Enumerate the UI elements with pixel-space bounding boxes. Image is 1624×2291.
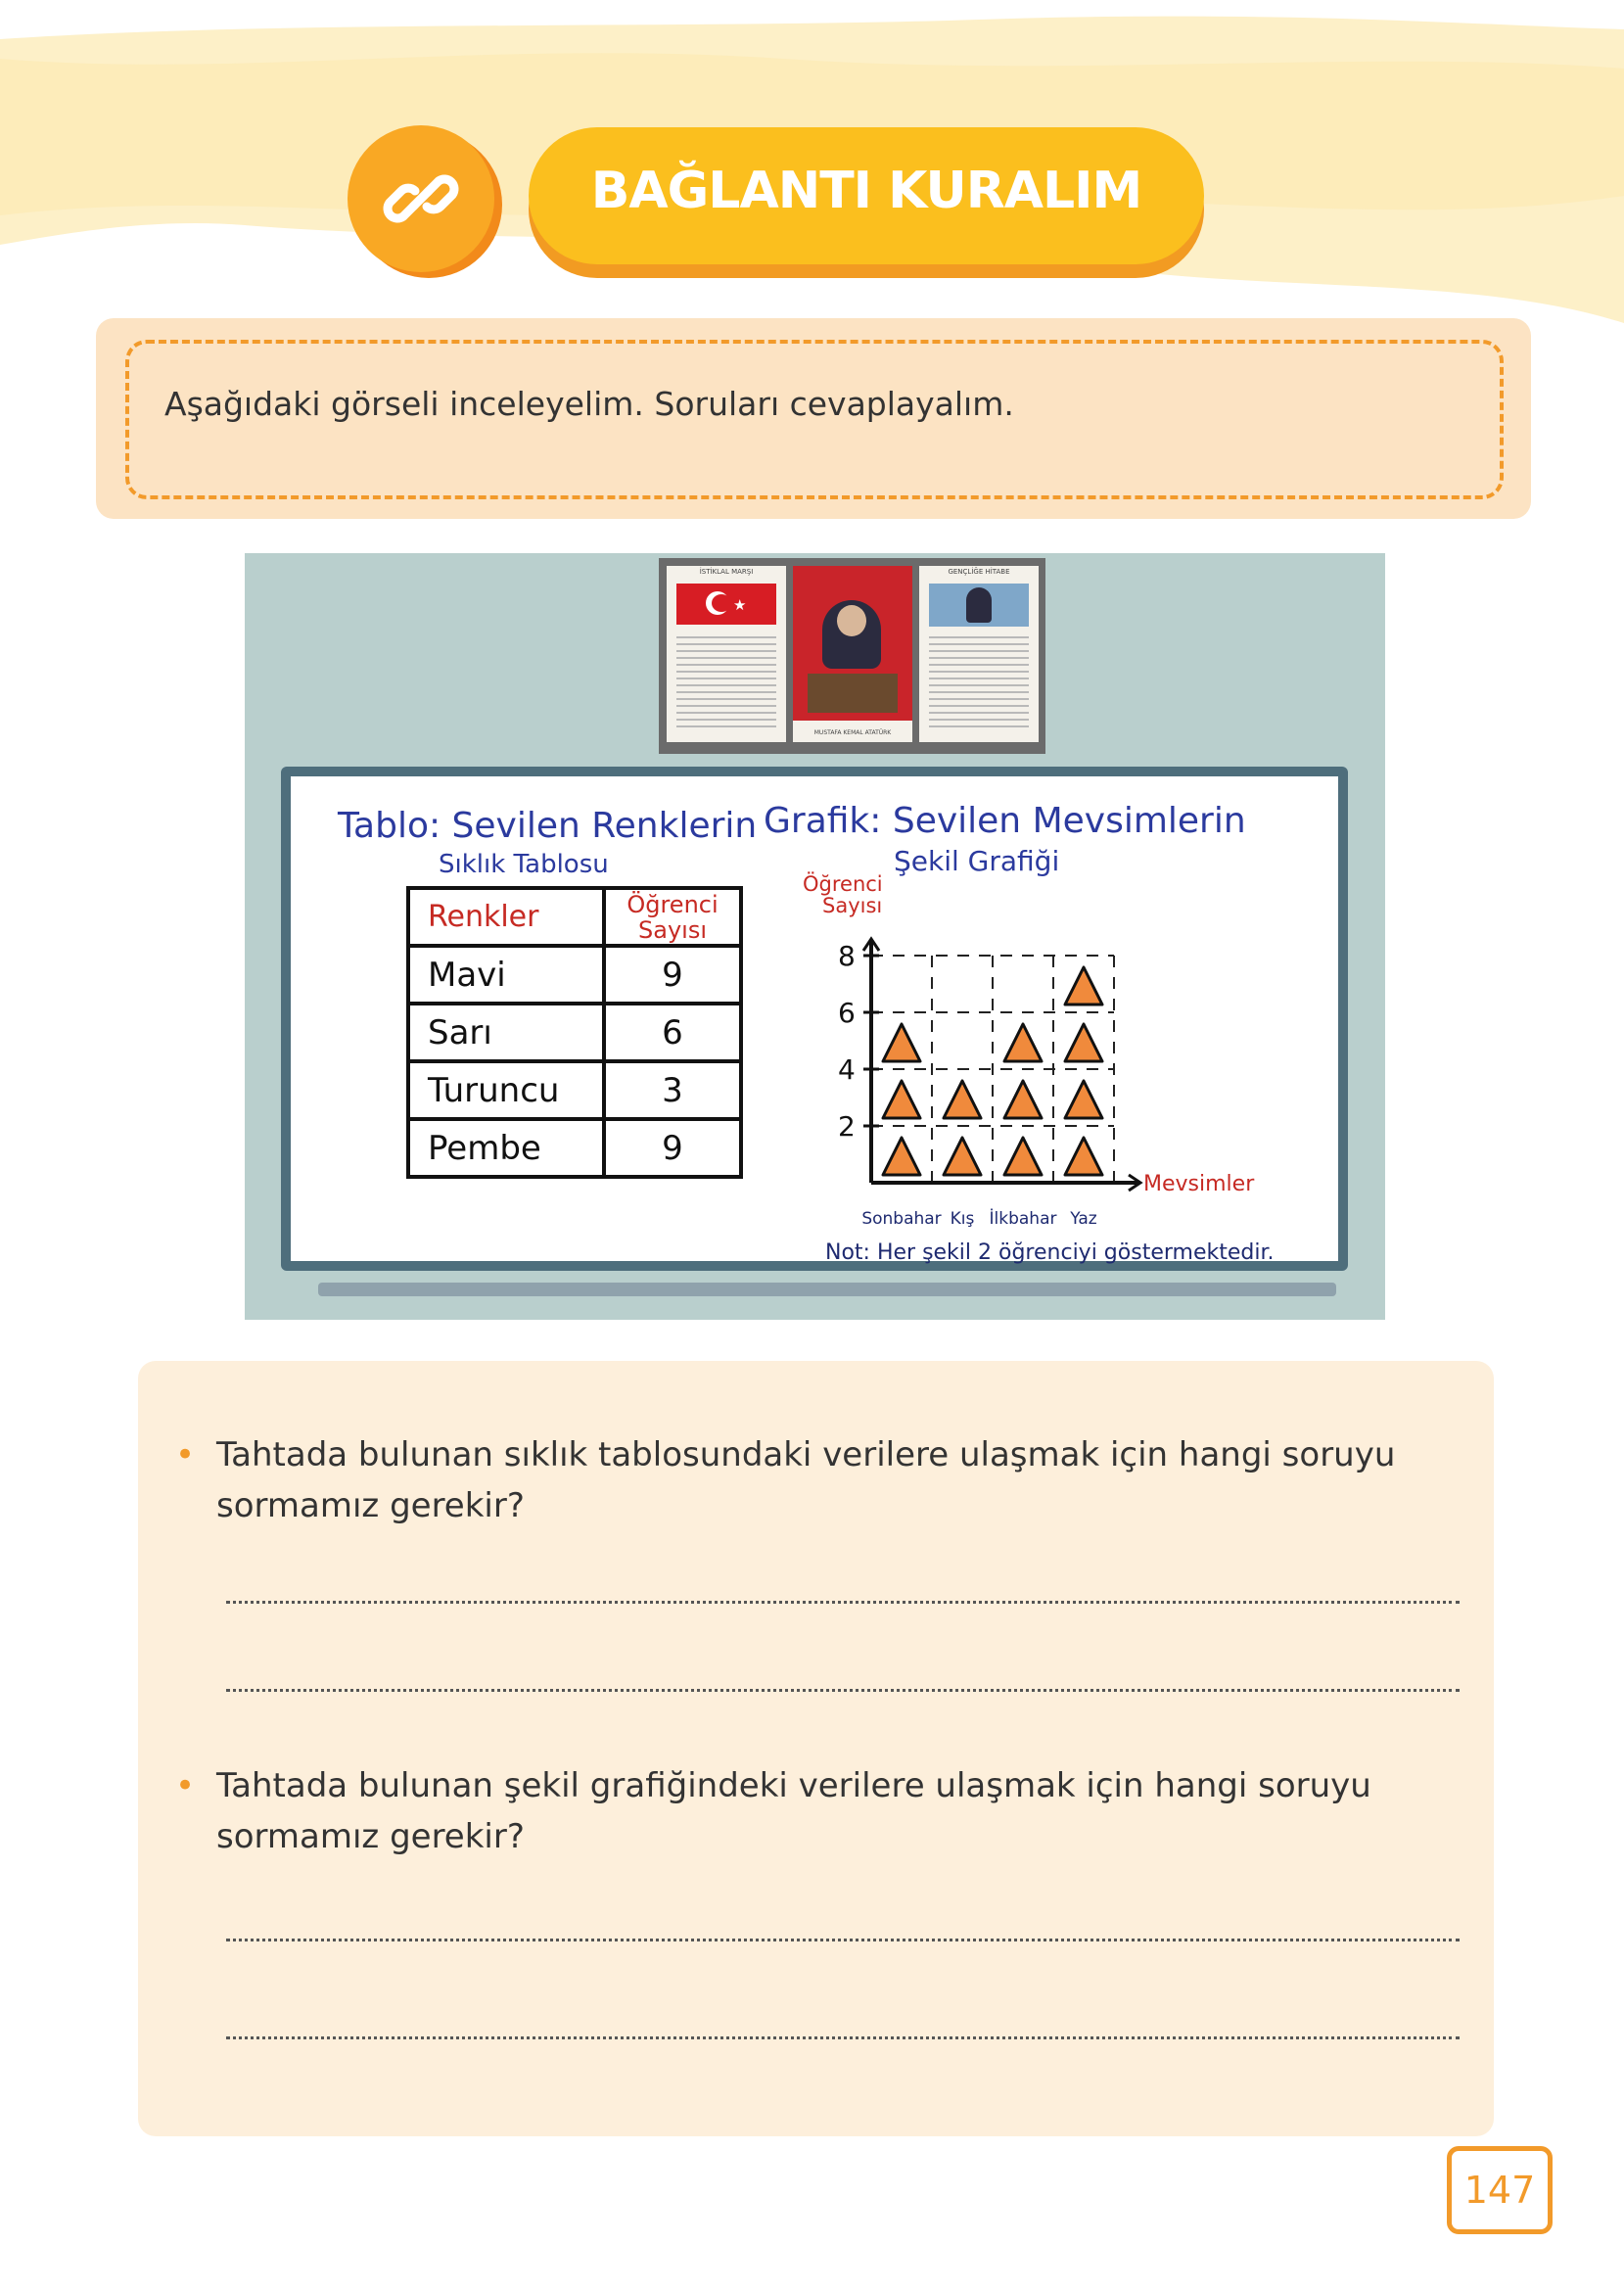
- bullet-icon: •: [175, 1435, 196, 1474]
- table-header-row: [408, 888, 741, 946]
- x-tick-label: Sonbahar: [861, 1209, 942, 1229]
- graph-title: Grafik: Sevilen Mevsimlerin: [764, 801, 1246, 841]
- poster-genclige-hitabe: [919, 566, 1039, 742]
- answer-line[interactable]: [226, 1689, 1460, 1692]
- table-cell-count: 6: [604, 1004, 741, 1061]
- table-header-colors: Renkler: [408, 888, 604, 946]
- question-1: [175, 1429, 1420, 1531]
- whiteboard-tray: [318, 1283, 1336, 1296]
- link-icon-badge: [348, 125, 494, 272]
- page-number: 147: [1447, 2146, 1553, 2234]
- table-cell-color: Pembe: [408, 1119, 604, 1177]
- graph-note: Not: Her şekil 2 öğrenciyi göstermektedir.: [825, 1240, 1275, 1265]
- triangle-symbol: [1065, 967, 1102, 1005]
- x-tick-label: Yaz: [1070, 1209, 1097, 1229]
- triangle-symbol: [1004, 1024, 1042, 1061]
- y-tick-label: 2: [838, 1110, 856, 1143]
- question-2-text: Tahtada bulunan şekil grafiğindeki verilere ulaşmak için hangi soruyu sormamız gerekir?: [216, 1766, 1371, 1856]
- turkish-flag: ★: [676, 584, 776, 625]
- section-title-banner: [529, 127, 1204, 264]
- table-header-count: Öğrenci Sayısı: [604, 888, 741, 946]
- triangle-symbol: [883, 1081, 920, 1118]
- triangle-symbol: [944, 1138, 981, 1175]
- classroom-image: [245, 553, 1385, 1320]
- poster-left-caption: İSTİKLAL MARŞI: [699, 568, 754, 576]
- table-row: [408, 1004, 741, 1061]
- x-tick-label: İlkbahar: [989, 1209, 1057, 1229]
- questions-box: [138, 1361, 1494, 2136]
- table-subtitle: Sıklık Tablosu: [439, 850, 609, 879]
- triangle-symbol: [1004, 1138, 1042, 1175]
- y-tick-label: 6: [838, 997, 856, 1029]
- bullet-icon: •: [175, 1766, 196, 1805]
- triangle-symbol: [883, 1024, 920, 1061]
- table-cell-count: 9: [604, 946, 741, 1004]
- triangle-symbol: [883, 1138, 920, 1175]
- poster-right-caption: GENÇLİĞE HİTABE: [948, 568, 1010, 576]
- poster-center-caption: MUSTAFA KEMAL ATATÜRK: [813, 729, 892, 736]
- poster-ataturk: [793, 566, 912, 742]
- answer-line[interactable]: [226, 1939, 1460, 1941]
- table-cell-count: 9: [604, 1119, 741, 1177]
- y-tick-label: 4: [838, 1053, 856, 1086]
- table-cell-count: 3: [604, 1061, 741, 1119]
- question-1-text: Tahtada bulunan sıklık tablosundaki verilere ulaşmak için hangi soruyu sormamız gerekir?: [216, 1435, 1396, 1525]
- triangle-symbol: [1065, 1024, 1102, 1061]
- instruction-box: [96, 318, 1531, 519]
- pictograph-chart: [803, 871, 1255, 1248]
- section-title: BAĞLANTI KURALIM: [590, 162, 1142, 220]
- y-axis-label: Öğrenci: [803, 872, 883, 896]
- frequency-table: [406, 886, 743, 1179]
- link-icon: [382, 160, 460, 238]
- table-title: Tablo: Sevilen Renklerin: [338, 806, 758, 846]
- table-row: [408, 946, 741, 1004]
- y-tick-label: 8: [838, 940, 856, 972]
- answer-line[interactable]: [226, 1601, 1460, 1604]
- y-axis-label: Sayısı: [822, 894, 883, 917]
- graph-subtitle: Şekil Grafiği: [894, 845, 1060, 877]
- wall-posters: [659, 558, 1045, 754]
- table-row: [408, 1061, 741, 1119]
- instruction-text: Aşağıdaki görseli inceleyelim. Soruları cevaplayalım.: [164, 385, 1014, 423]
- table-cell-color: Mavi: [408, 946, 604, 1004]
- table-row: [408, 1119, 741, 1177]
- table-cell-color: Sarı: [408, 1004, 604, 1061]
- x-tick-label: Kış: [950, 1209, 975, 1229]
- triangle-symbol: [1065, 1081, 1102, 1118]
- poster-istiklal: [667, 566, 786, 742]
- table-cell-color: Turuncu: [408, 1061, 604, 1119]
- triangle-symbol: [944, 1081, 981, 1118]
- x-axis-label: Mevsimler: [1143, 1172, 1255, 1196]
- triangle-symbol: [1065, 1138, 1102, 1175]
- question-2: [175, 1760, 1420, 1862]
- triangle-symbol: [1004, 1081, 1042, 1118]
- answer-line[interactable]: [226, 2036, 1460, 2039]
